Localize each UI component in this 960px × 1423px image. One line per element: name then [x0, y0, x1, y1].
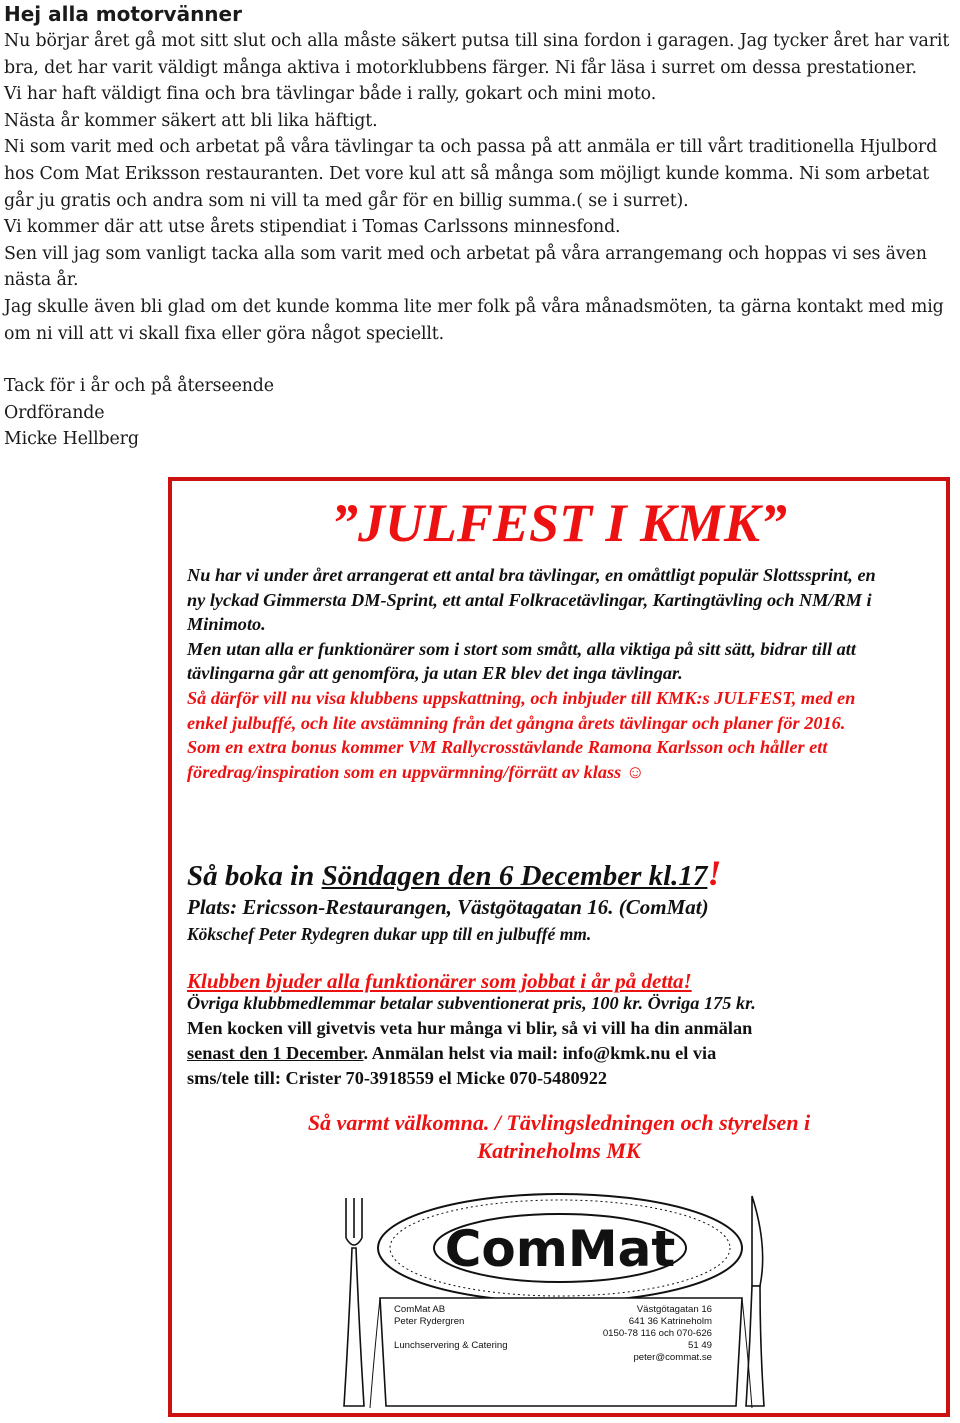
- signup-info: . Anmälan helst via mail: info@kmk.nu el via: [363, 1043, 717, 1063]
- letter-paragraph: Nästa år kommer säkert att bli lika häftigt.: [4, 110, 378, 131]
- letter-paragraph: Vi har haft väldigt fina och bra tävlingar både i rally, gokart och mini moto.: [4, 84, 657, 105]
- commat-logo-text: ComMat: [444, 1220, 676, 1278]
- letter-role: Ordförande: [4, 402, 105, 423]
- pricing-line: Men kocken vill givetvis veta hur många vi blir, så vi vill ha din anmälan: [187, 1018, 753, 1038]
- letter-heading: Hej alla motorvänner: [4, 2, 242, 26]
- card-email: peter@commat.se: [633, 1352, 712, 1363]
- pricing-line: Övriga klubbmedlemmar betalar subventionerat pris, 100 kr. Övriga 175 kr.: [187, 993, 756, 1013]
- intro-red-2: Som en extra bonus kommer VM Rallycrosstävlande Ramona Karlsson och håller ett föredrag/inspiration som en uppvärmning/förrätt av klass ☺: [187, 737, 828, 782]
- club-offer: Klubben bjuder alla funktionärer som jobbat i år på detta!: [187, 969, 692, 993]
- booking-exclamation: !: [707, 853, 722, 893]
- intro-red: Så därför vill nu visa klubbens uppskattning, och inbjuder till KMK:s JULFEST, med en enkel julbuffé, och lite avstämning från det gångna årets tävlingar och planer för 2016.: [187, 687, 856, 733]
- fork-icon: [344, 1198, 364, 1406]
- card-right-info: [592, 1304, 712, 1364]
- welcome-line-2: Katrineholms MK: [477, 1138, 641, 1163]
- welcome-text: [172, 1109, 946, 1165]
- pricing-block: [187, 991, 877, 1091]
- intro-black: Nu har vi under året arrangerat ett antal bra tävlingar, en omåttligt populär Slottssprint, en ny lyckad Gimmersta DM-Sprint, ett antal Folkracetävlingar, Kartingtävling och NM/RM i Minimoto.: [187, 565, 876, 635]
- flyer-title: ”JULFEST I KMK”: [330, 493, 788, 553]
- letter-paragraph: Ni som varit med och arbetat på våra tävlingar ta och passa på att anmäla er till vårt traditionella Hjulbord hos Com Mat Eriksson restauranten. Det vore kul att så många som möjligt kunde komma. Ni som arbetat går ju gratis och andra som ni vill ta med går för en billig summa.( se i surret).: [4, 137, 938, 211]
- card-person: Peter Rydergren: [394, 1316, 465, 1327]
- knife-icon: [746, 1196, 764, 1406]
- flyer-intro: [187, 563, 887, 784]
- letter-paragraph: Nu börjar året gå mot sitt slut och alla måste säkert putsa till sina fordon i garagen. Jag tycker året har varit bra, det har varit väldigt många aktiva i motorklubbens färger. Ni får läsa i surret om dessa prestationer.: [4, 31, 950, 78]
- welcome-line-1: Så varmt välkomna. / Tävlingsledningen och styrelsen i: [307, 1110, 811, 1135]
- deadline: senast den 1 December: [187, 1043, 364, 1063]
- pricing-line: [187, 1041, 877, 1066]
- card-left-info: [394, 1304, 508, 1352]
- card-phone: 0150-78 116 och 070-626 51 49: [602, 1328, 712, 1351]
- chef-line: Kökschef Peter Rydegren dukar upp till en julbuffé mm.: [187, 924, 592, 944]
- letter-paragraph: Jag skulle även bli glad om det kunde komma lite mer folk på våra månadsmöten, ta gärna kontakt med mig om ni vill att vi skall fixa eller göra något speciellt.: [4, 296, 944, 344]
- venue-line: Plats: Ericsson-Restaurangen, Västgötagatan 16. (ComMat): [187, 895, 709, 919]
- card-service: Lunchservering & Catering: [394, 1340, 508, 1351]
- letter: [4, 0, 960, 453]
- pricing-line: sms/tele till: Crister 70-3918559 el Micke 070-5480922: [187, 1068, 608, 1088]
- julfest-flyer: [168, 477, 950, 1417]
- letter-paragraph: Sen vill jag som vanligt tacka alla som varit med och arbetat på våra arrangemang och hoppas vi ses även nästa år.: [4, 243, 927, 291]
- booking-date: Söndagen den 6 December kl.17: [321, 860, 708, 892]
- letter-signature: Micke Hellberg: [4, 429, 139, 450]
- booking-prefix: Så boka in: [187, 860, 322, 892]
- letter-closing: Tack för i år och på återseende: [4, 376, 274, 397]
- intro-black-2: Men utan alla er funktionärer som i stort som smått, alla viktiga på sitt sätt, bidrar till att tävlingarna går att genomföra, ja utan ER blev det inga tävlingar.: [187, 638, 856, 684]
- card-city: 641 36 Katrineholm: [628, 1316, 712, 1327]
- card-street: Västgötagatan 16: [636, 1304, 712, 1315]
- letter-paragraph: Vi kommer där att utse årets stipendiat i Tomas Carlssons minnesfond.: [4, 217, 621, 238]
- booking-line: [187, 853, 721, 896]
- commat-logo-illustration: [332, 1186, 772, 1411]
- card-company: ComMat AB: [394, 1304, 446, 1315]
